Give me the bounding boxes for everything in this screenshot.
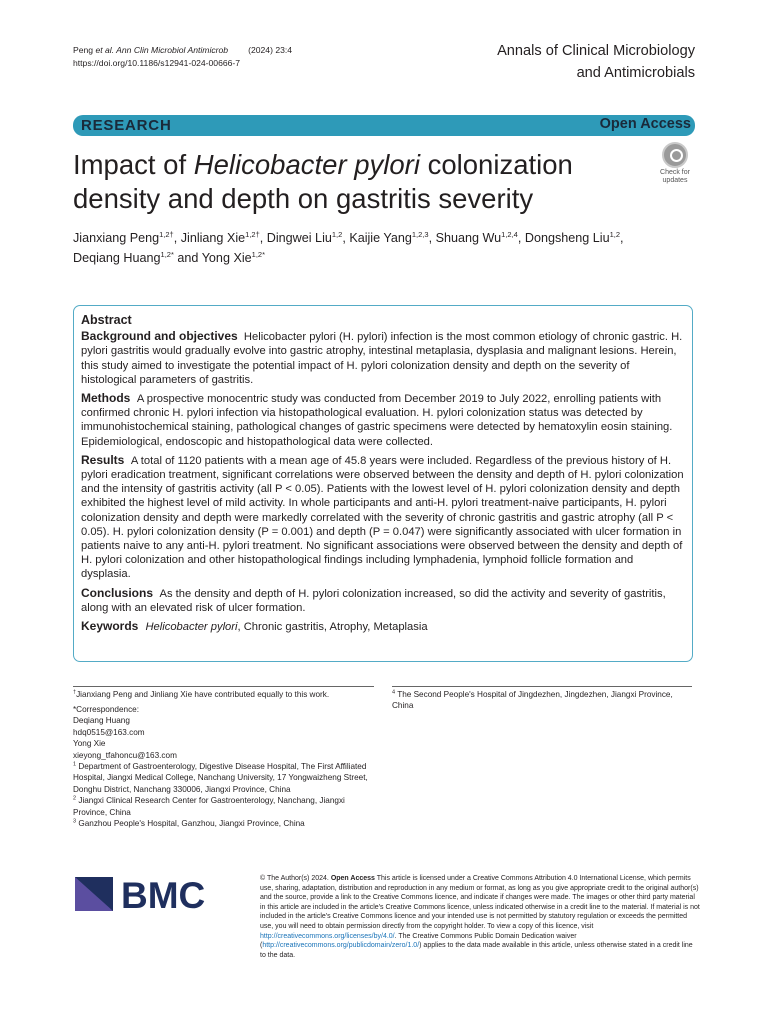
open-access-label: Open Access xyxy=(599,116,691,132)
section-bar xyxy=(73,115,695,136)
bmc-logo-text: BMC xyxy=(121,875,206,912)
journal-name xyxy=(497,40,695,84)
citation-year: (2024) 23:4 xyxy=(248,45,293,55)
author[interactable]: Deqiang Huang$^{1,2*}$ xyxy=(73,249,174,265)
title-part2: colonization density and depth on gastritis severity xyxy=(73,149,573,214)
affiliation-3: $^3$ Ganzhou People's Hospital, Ganzhou, Jiangxi Province, China xyxy=(73,818,305,829)
correspondence xyxy=(73,704,373,829)
citation xyxy=(73,44,292,69)
corr-email[interactable]: hdq0515@163.com xyxy=(73,727,145,737)
abstract-conclusions: Conclusions As the density and depth of H. pylori colonization increased, so did the activity and severity of gastritis, along with an elevated risk of ulcer formation. xyxy=(81,585,666,614)
check-updates-line2: updates xyxy=(662,177,688,184)
author-list: Jianxiang Peng$^{1,2\dagger}$, Jinliang Xie$^{1,2\dagger}$, Dingwei Liu$^{1,2}$, Kaijie Yang$^{1,2,3}$, Shuang Wu$^{1,2,4}$, Dongsheng Liu$^{1,2}$, Deqiang Huang$^{1,2*}$ and Yong Xie$^{1,2*}$ xyxy=(73,229,624,265)
footnote-divider xyxy=(73,686,374,687)
article-title xyxy=(73,148,643,216)
abstract-heading: Abstract xyxy=(81,313,132,327)
corr-email[interactable]: xieyong_tfahoncu@163.com xyxy=(73,750,177,760)
corr-label: *Correspondence: xyxy=(73,705,139,714)
abstract-background: Background and objectives Helicobacter pylori (H. pylori) infection is the most common etiology of chronic gastric. H. pylori gastritis would gradually evolve into gastric atrophy, intestinal metaplasia, dysplasia and malignant lesions. Herein, this study aimed to investigate the potential impact of H. pylori colonization density and depth on the severity of histological parameters of gastritis. xyxy=(81,329,683,386)
affiliation-1: $^1$ Department of Gastroenterology, Digestive Disease Hospital, The First Affiliated Hospital, Jiangxi Medical College, Nanchang University, 17 Yongwaizheng Street, Donghu District, Nanchang 330006, Jiangxi Province, China xyxy=(73,761,368,794)
equal-contribution-note: †Jianxiang Peng and Jinliang Xie have contributed equally to this work. xyxy=(73,689,330,699)
author[interactable]: Kaijie Yang$^{1,2,3}$ xyxy=(349,229,429,245)
doi-link[interactable]: https://doi.org/10.1186/s12941-024-00666-7 xyxy=(73,57,241,68)
journal-name-line1: Annals of Clinical Microbiology xyxy=(497,43,695,59)
title-italic: Helicobacter pylori xyxy=(193,149,420,180)
citation-authors: Peng xyxy=(73,45,94,55)
abstract xyxy=(81,313,684,638)
affiliation-2: $^2$ Jiangxi Clinical Research Center for Gastroenterology, Nanchang, Jiangxi Province, China xyxy=(73,795,345,817)
check-updates-line1: Check for xyxy=(660,169,690,176)
author[interactable]: Dongsheng Liu$^{1,2}$ xyxy=(524,229,621,245)
author[interactable]: Dingwei Liu$^{1,2}$ xyxy=(266,229,343,245)
author[interactable]: Shuang Wu$^{1,2,4}$ xyxy=(435,229,518,245)
bmc-logo xyxy=(75,874,215,912)
title-part1: Impact of xyxy=(73,149,194,180)
check-for-updates-button[interactable] xyxy=(654,142,696,184)
license-text: © The Author(s) 2024. Open Access This article is licensed under a Creative Commons Attribution 4.0 International License, which permits use, sharing, adaptation, distribution and reproduction in any medium or format, as long as you give appropriate credit to the original author(s) and the source, provide a link to the Creative Commons licence, and indicate if changes were made. The images or other third party material in this article are included in the article's Creative Commons licence, unless indicated otherwise in a credit line to the material. If material is not included in the article's Creative Commons licence and your intended use is not permitted by statutory regulation or exceeds the permitted use, you will need to obtain permission directly from the copyright holder. To view a copy of this licence, visit http://creativecommons.org/licenses/by/4.0/. The Creative Commons Public Domain Dedication waiver (http://creativecommons.org/publicdomain/zero/1.0/) applies to the data made available in this article, unless otherwise stated in a credit line to the data. xyxy=(260,875,700,959)
author[interactable]: Jinliang Xie$^{1,2\dagger}$ xyxy=(180,229,260,245)
footnote-divider xyxy=(392,686,692,687)
author[interactable]: Yong Xie$^{1,2*}$ xyxy=(201,249,266,265)
license-link[interactable]: http://creativecommons.org/licenses/by/4.0/ xyxy=(260,932,395,940)
citation-journal: et al. Ann Clin Microbiol Antimicrob xyxy=(93,45,229,55)
author[interactable]: Jianxiang Peng$^{1,2\dagger}$ xyxy=(73,229,174,245)
corr-name: Yong Xie xyxy=(73,739,106,749)
abstract-results: Results A total of 1120 patients with a mean age of 45.8 years were included. Regardless of the previous history of H. pylori eradication treatment, significant correlations were observed between the density and depth of H. pylori colonization and the intensity of gastritis activity (all P < 0.05). Patients with the lowest level of H. pylori colonization density and depth exhibited the highest level of mild activity. In whole participants and anti-H. pylori treatment-naive participants, H. pylori colonization density and depth were markedly correlated with the severity of chronic gastritis and gastric atrophy (all P < 0.05). H. pylori colonization density (P = 0.001) and depth (P = 0.047) were significantly associated with ulcer formation in patients naive to any anti-H. pylori treatment. No significant associations were observed between the density and depth of H. pylori colonization and other histopathological findings including lymphadenia, lymphoid follicle formation and dysplasia. xyxy=(81,452,684,581)
corr-name: Deqiang Huang xyxy=(73,716,130,726)
affiliation-4: $^4$ The Second People's Hospital of Jingdezhen, Jingdezhen, Jiangxi Province, China xyxy=(392,689,673,711)
section-label: RESEARCH xyxy=(81,117,172,134)
abstract-methods: Methods A prospective monocentric study was conducted from December 2019 to July 2022, enrolling patients with confirmed chronic H. pylori infection via histopathological evaluation. H. pylori colonization status was detected by immunohistochemical staining, pathological changes of gastric specimens were detected by hematoxylin eosin staining. Epidemiological, endoscopic and histopathological data were collected. xyxy=(81,391,673,448)
cc0-link[interactable]: http://creativecommons.org/publicdomain/zero/1.0/ xyxy=(262,942,420,950)
check-updates-icon xyxy=(662,142,688,168)
abstract-keywords: Keywords Helicobacter pylori, Chronic gastritis, Atrophy, Metaplasia xyxy=(81,619,428,634)
journal-name-line2: and Antimicrobials xyxy=(576,65,695,81)
